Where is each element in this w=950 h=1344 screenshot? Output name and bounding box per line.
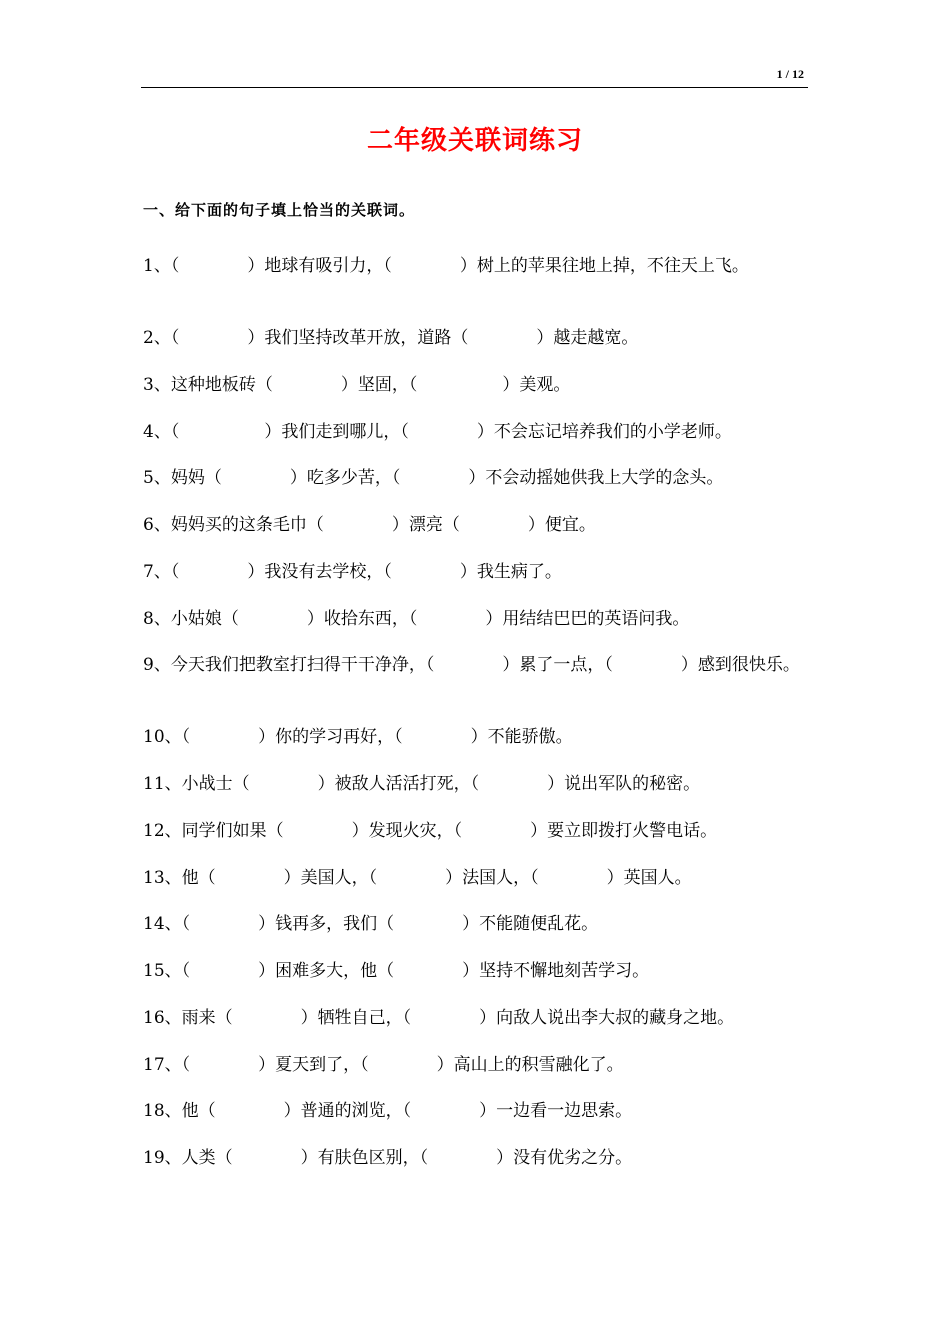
question-item: 1、（ ）地球有吸引力，（ ）树上的苹果往地上掉，不往天上飞。	[143, 256, 749, 276]
question-item: 9、今天我们把教室打扫得干干净净，（ ）累了一点，（ ）感到很快乐。	[143, 655, 800, 675]
question-item: 17、（ ）夏天到了，（ ）高山上的积雪融化了。	[143, 1055, 624, 1075]
question-item: 18、他（ ）普通的浏览，（ ）一边看一边思索。	[143, 1101, 633, 1121]
question-item: 12、同学们如果（ ）发现火灾，（ ）要立即拨打火警电话。	[143, 821, 718, 841]
page-number: 1 / 12	[776, 67, 804, 81]
question-item: 13、他（ ）美国人，（ ）法国人，（ ）英国人。	[143, 868, 692, 888]
page-header	[141, 0, 808, 88]
question-item: 14、（ ）钱再多，我们（ ）不能随便乱花。	[143, 914, 599, 934]
question-item: 19、人类（ ）有肤色区别，（ ）没有优劣之分。	[143, 1148, 633, 1168]
question-item: 15、（ ）困难多大，他（ ）坚持不懈地刻苦学习。	[143, 961, 650, 981]
question-item: 11、小战士（ ）被敌人活活打死，（ ）说出军队的秘密。	[143, 774, 701, 794]
question-item: 4、（ ）我们走到哪儿，（ ）不会忘记培养我们的小学老师。	[143, 422, 732, 442]
question-item: 10、（ ）你的学习再好，（ ）不能骄傲。	[143, 727, 573, 747]
question-item: 2、（ ）我们坚持改革开放，道路（ ）越走越宽。	[143, 328, 639, 348]
section-heading: 一、给下面的句子填上恰当的关联词。	[143, 201, 416, 219]
question-item: 5、妈妈（ ）吃多少苦，（ ）不会动摇她供我上大学的念头。	[143, 468, 724, 488]
question-item: 7、（ ）我没有去学校，（ ）我生病了。	[143, 562, 562, 582]
question-item: 6、妈妈买的这条毛巾（ ）漂亮（ ）便宜。	[143, 515, 596, 535]
question-item: 8、小姑娘（ ）收拾东西，（ ）用结结巴巴的英语问我。	[143, 609, 690, 629]
question-item: 3、这种地板砖（ ）坚固，（ ）美观。	[143, 375, 571, 395]
document-title: 二年级关联词练习	[366, 126, 583, 156]
question-item: 16、雨来（ ）牺牲自己，（ ）向敌人说出李大叔的藏身之地。	[143, 1008, 735, 1028]
